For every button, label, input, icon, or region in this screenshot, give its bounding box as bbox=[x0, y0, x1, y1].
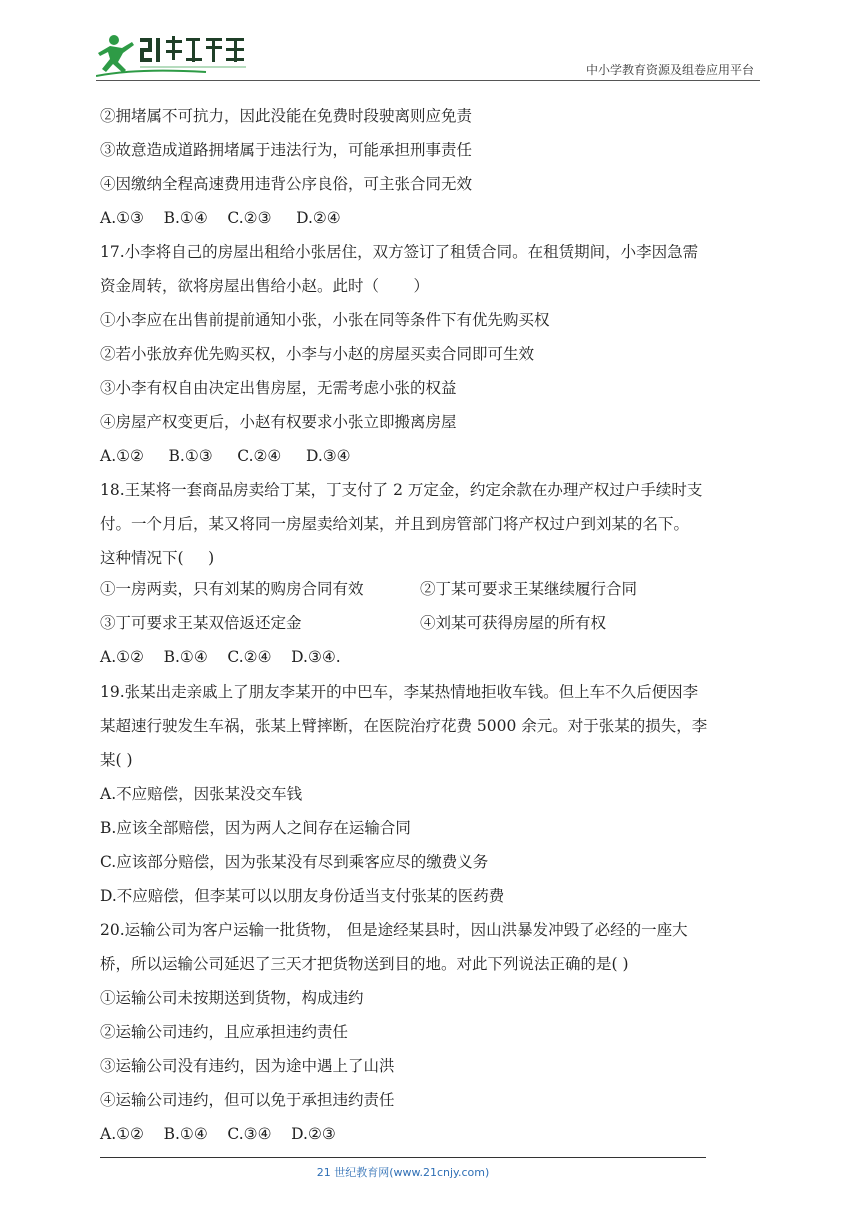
question-18-stem: 这种情况下( ) bbox=[100, 549, 215, 567]
question-18-stem: 付。一个月后，某又将同一房屋卖给刘某，并且到房管部门将产权过户到刘某的名下。 bbox=[100, 515, 690, 533]
answer-choices: A.①③ B.①④ C.②③ D.②④ bbox=[100, 209, 341, 227]
footer-divider bbox=[100, 1157, 706, 1158]
option-cell: ④刘某可获得房屋的所有权 bbox=[420, 614, 607, 632]
option-cell: ①一房两卖，只有刘某的购房合同有效 bbox=[100, 580, 364, 598]
option-line: ①运输公司未按期送到货物，构成违约 bbox=[100, 989, 364, 1007]
question-19-stem: 某超速行驶发生车祸，张某上臂摔断，在医院治疗花费 5000 余元。对于张某的损失，李 bbox=[100, 717, 708, 735]
option-line: ④房屋产权变更后，小赵有权要求小张立即搬离房屋 bbox=[100, 413, 457, 431]
option-line: ④运输公司违约，但可以免于承担违约责任 bbox=[100, 1091, 395, 1109]
option-line: D.不应赔偿，但李某可以以朋友身份适当支付张某的医药费 bbox=[100, 887, 505, 905]
site-logo bbox=[96, 28, 266, 80]
option-line: ①小李应在出售前提前通知小张，小张在同等条件下有优先购买权 bbox=[100, 311, 550, 329]
option-line: ③故意造成道路拥堵属于违法行为，可能承担刑事责任 bbox=[100, 141, 473, 159]
option-cell: ③丁可要求王某双倍返还定金 bbox=[100, 614, 302, 632]
question-19-stem: 某( ) bbox=[100, 751, 133, 769]
answer-choices: A.①② B.①④ C.③④ D.②③ bbox=[100, 1125, 336, 1143]
platform-name: 中小学教育资源及组卷应用平台 bbox=[585, 63, 754, 77]
option-line: ③运输公司没有违约，因为途中遇上了山洪 bbox=[100, 1057, 395, 1075]
question-17-stem: 资金周转，欲将房屋出售给小赵。此时（ ） bbox=[100, 277, 429, 295]
question-18-stem: 18.王某将一套商品房卖给丁某，丁支付了 2 万定金，约定余款在办理产权过户手续时支 bbox=[100, 481, 703, 499]
option-line: C.应该部分赔偿，因为张某没有尽到乘客应尽的缴费义务 bbox=[100, 853, 489, 871]
option-row bbox=[100, 612, 764, 634]
option-cell: ②丁某可要求王某继续履行合同 bbox=[420, 580, 638, 598]
page-header bbox=[96, 28, 760, 82]
option-line: A.不应赔偿，因张某没交车钱 bbox=[100, 785, 303, 803]
question-19-stem: 19.张某出走亲戚上了朋友李某开的中巴车，李某热情地拒收车钱。但上车不久后便因李 bbox=[100, 683, 699, 701]
question-20-stem: 桥，所以运输公司延迟了三天才把货物送到目的地。对此下列说法正确的是( ) bbox=[100, 955, 629, 973]
header-divider bbox=[96, 80, 760, 81]
footer-link[interactable]: 21 世纪教育网(www.21cnjy.com) bbox=[316, 1166, 490, 1179]
option-line: B.应该全部赔偿，因为两人之间存在运输合同 bbox=[100, 819, 411, 837]
answer-choices: A.①② B.①③ C.②④ D.③④ bbox=[100, 447, 351, 465]
option-line: ②拥堵属不可抗力，因此没能在免费时段驶离则应免责 bbox=[100, 107, 473, 125]
answer-choices: A.①② B.①④ C.②④ D.③④. bbox=[100, 648, 341, 666]
question-17-stem: 17.小李将自己的房屋出租给小张居住，双方签订了租赁合同。在租赁期间，小李因急需 bbox=[100, 243, 699, 261]
option-line: ③小李有权自由决定出售房屋，无需考虑小张的权益 bbox=[100, 379, 457, 397]
option-line: ②运输公司违约，且应承担违约责任 bbox=[100, 1023, 349, 1041]
option-line: ②若小张放弃优先购买权，小李与小赵的房屋买卖合同即可生效 bbox=[100, 345, 535, 363]
question-20-stem: 20.运输公司为客户运输一批货物， 但是途经某县时，因山洪暴发冲毁了必经的一座大 bbox=[100, 921, 688, 939]
option-line: ④因缴纳全程高速费用违背公序良俗，可主张合同无效 bbox=[100, 175, 473, 193]
option-row bbox=[100, 578, 764, 600]
